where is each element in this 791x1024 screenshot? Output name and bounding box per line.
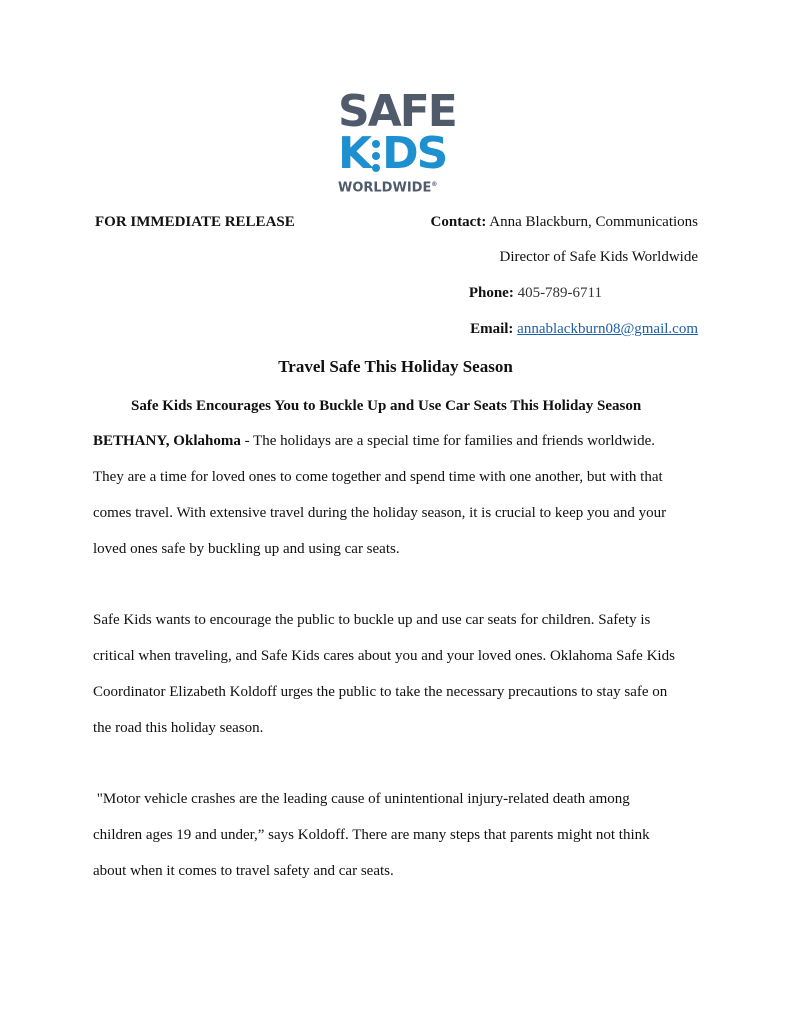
paragraph-line: critical when traveling, and Safe Kids cares about you and your loved ones. Oklahoma Safe Kids xyxy=(93,648,675,664)
release-label: FOR IMMEDIATE RELEASE xyxy=(95,214,295,230)
logo-worldwide-label: WORLDWIDE xyxy=(338,180,432,196)
email-line xyxy=(470,320,698,338)
logo-kids-text xyxy=(338,128,453,179)
email-label: Email: xyxy=(470,321,514,337)
contact-line-2 xyxy=(500,248,698,266)
logo-dots-icon xyxy=(371,134,381,168)
paragraph-line: "Motor vehicle crashes are the leading cause of unintentional injury-related death among xyxy=(93,791,630,807)
dateline: BETHANY, Oklahoma xyxy=(93,433,241,449)
contact-title: Director of Safe Kids Worldwide xyxy=(499,249,698,265)
press-release-title: Travel Safe This Holiday Season xyxy=(278,357,513,376)
paragraph-3 xyxy=(93,781,703,889)
logo-safe-text: SAFE xyxy=(338,86,456,137)
phone-value: 405-789-6711 xyxy=(517,285,602,301)
paragraph-line: Coordinator Elizabeth Koldoff urges the public to take the necessary precautions to stay safe on xyxy=(93,684,668,700)
logo-trademark: ® xyxy=(431,181,438,188)
press-release-subtitle: Safe Kids Encourages You to Buckle Up and Use Car Seats This Holiday Season xyxy=(131,398,642,414)
paragraph-line: the road this holiday season. xyxy=(93,720,264,736)
contact-label: Contact: xyxy=(430,214,487,230)
phone-line xyxy=(469,284,602,302)
paragraph-2 xyxy=(93,602,703,746)
paragraph-line: about when it comes to travel safety and car seats. xyxy=(93,863,394,879)
logo-kids-k: K xyxy=(338,128,371,179)
safe-kids-logo xyxy=(338,86,456,196)
paragraph-line: comes travel. With extensive travel during the holiday season, it is crucial to keep you and your xyxy=(93,505,667,521)
email-link[interactable]: annablackburn08@gmail.com xyxy=(517,321,698,337)
phone-label: Phone: xyxy=(468,285,514,301)
paragraph-line xyxy=(93,423,703,459)
paragraph-text: - The holidays are a special time for families and friends worldwide. xyxy=(240,433,655,449)
paragraph-line: loved ones safe by buckling up and using car seats. xyxy=(93,541,400,557)
logo-worldwide-text xyxy=(338,178,453,195)
contact-line xyxy=(431,213,698,231)
paragraph-1 xyxy=(93,423,703,567)
contact-value: Anna Blackburn, Communications xyxy=(489,214,698,230)
paragraph-line: Safe Kids wants to encourage the public to buckle up and use car seats for children. Safety is xyxy=(93,612,651,628)
paragraph-line: They are a time for loved ones to come together and spend time with one another, but with that xyxy=(93,469,663,485)
logo-kids-ds: DS xyxy=(382,128,447,179)
paragraph-line: children ages 19 and under,” says Koldoff. There are many steps that parents might not think xyxy=(93,827,650,843)
